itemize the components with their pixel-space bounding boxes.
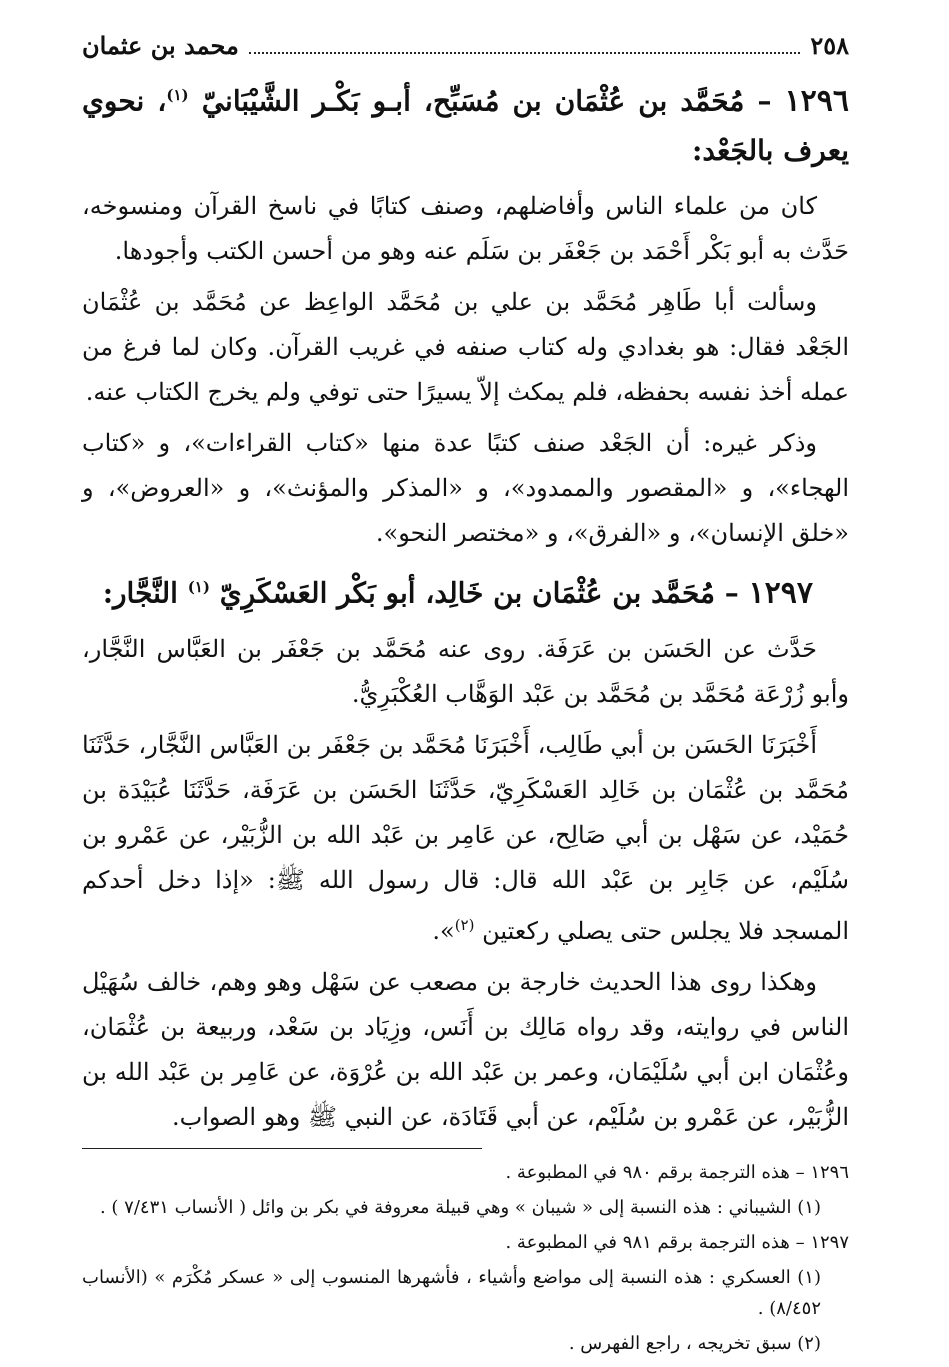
entry-title-tail: النَّجَّار:	[102, 576, 188, 610]
paragraph: وهكذا روى هذا الحديث خارجة بن مصعب عن سَهْل وهو وهم، خالف سُهَيْل الناس في روايته، وقد رواه مَالِك بن أَنَس، وزِيَاد بن سَعْد، وربيعة بن عُثْمَان، وعُثْمَان ابن أبي سُلَيْمَان، وعمر بن عَبْد الله بن عُرْوَة، عن عَامِر بن عَبْد الله بن الزُّبَيْر، عن عَمْرو بن سُلَيْم، عن أبي قَتَادَة، عن النبي ﷺ وهو الصواب.	[82, 967, 849, 1131]
footnote-separator	[82, 1148, 482, 1149]
footnote-entry-note: ١٢٩٧ – هذه الترجمة برقم ٩٨١ في المطبوعة .	[505, 1231, 849, 1253]
footnote-ref: (٢)	[454, 915, 475, 934]
entry-title-tail: ، نحوي يعرف بالجَعْد:	[82, 84, 849, 168]
footnote-ref: (١)	[166, 86, 189, 104]
hadith-close: ».	[432, 916, 455, 945]
header-dot-leader	[249, 34, 800, 54]
paragraph: وذكر غيره: أن الجَعْد صنف كتبًا عدة منها «كتاب القراءات»، و «كتاب الهجاء»، و «المقصور والممدود»، و «المذكر والمؤنث»، و «العروض»، و «خلق الإنسان»، و «الفرق»، و «مختصر النحو».	[82, 429, 849, 548]
running-title: محمد بن عثمان	[82, 31, 239, 60]
footnotes	[82, 1157, 849, 1359]
hadith-text: أَخْبَرَنَا الحَسَن بن أبي طَالِب، أَخْبَرَنَا مُحَمَّد بن جَعْفَر بن العَبَّاس النَّجَّار، حَدَّثَنَا مُحَمَّد بن عُثْمَان بن خَالِد العَسْكَرِيّ، حَدَّثَنَا الحَسَن بن عَرَفَة، حَدَّثَنَا عُبَيْدَة بن حُمَيْد، عن سَهْل بن أبي صَالِح، عن عَامِر بن عَبْد الله بن الزُّبَيْر، عن عَمْرو بن سُلَيْم، عن جَابِر بن عَبْد الله قال: قال رسول الله ﷺ: «إذا دخل أحدكم المسجد فلا يجلس حتى يصلي ركعتين	[82, 730, 849, 945]
footnote: (١) العسكري : هذه النسبة إلى مواضع وأشياء ، فأشهرها المنسوب إلى « عسكر مُكْرَم » (الأنساب ٨/٤٥٢) .	[82, 1266, 821, 1319]
footnote: (٢) سبق تخريجه ، راجع الفهرس .	[568, 1332, 821, 1354]
paragraph-hadith	[82, 723, 849, 954]
entry-title: – مُحَمَّد بن عُثْمَان بن مُسَبِّح، أبـو بَكْـر الشَّيْبَانيّ	[201, 84, 772, 118]
running-header	[82, 28, 849, 64]
footnote: (١) الشيباني : هذه النسبة إلى « شيبان » وهي قبيلة معروفة في بكر بن وائل ( الأنساب ٧/٤٣١ ) .	[99, 1196, 821, 1218]
entry-heading-1297	[82, 562, 849, 618]
entry-number: ١٢٩٧	[748, 575, 813, 611]
paragraph: كان من علماء الناس وأفاضلهم، وصنف كتابًا في ناسخ القرآن ومنسوخه، حَدَّث به أبو بَكْر أَحْمَد بن جَعْفَر بن سَلَم عنه وهو من أحسن الكتب وأجودها.	[82, 192, 849, 266]
paragraph: وسألت أبا طَاهِر مُحَمَّد بن علي بن مُحَمَّد الواعِظ عن مُحَمَّد بن عُثْمَان الجَعْد فقال: هو بغدادي وله كتاب صنفه في غريب القرآن. وكان لما فرغ من عمله أخذ نفسه بحفظه، فلم يمكث إلاّ يسيرًا حتى توفي ولم يخرج الكتاب عنه.	[82, 288, 849, 407]
entry-title: – مُحَمَّد بن عُثْمَان بن خَالِد، أبو بَكْر العَسْكَرِيّ	[219, 576, 739, 610]
footnote-ref: (١)	[187, 578, 210, 597]
entry-number: ١٢٩٦	[784, 83, 849, 119]
entry-heading-1296	[82, 70, 849, 176]
page-number: ٢٥٨	[810, 31, 849, 60]
paragraph: حَدَّث عن الحَسَن بن عَرَفَة. روى عنه مُحَمَّد بن جَعْفَر بن العَبَّاس النَّجَّار، وأبو زُرْعَة مُحَمَّد بن مُحَمَّد بن عَبْد الوَهَّاب العُكْبَرِيُّ.	[82, 634, 849, 708]
book-page	[82, 28, 849, 1354]
footnote-entry-note: ١٢٩٦ – هذه الترجمة برقم ٩٨٠ في المطبوعة .	[505, 1161, 849, 1183]
